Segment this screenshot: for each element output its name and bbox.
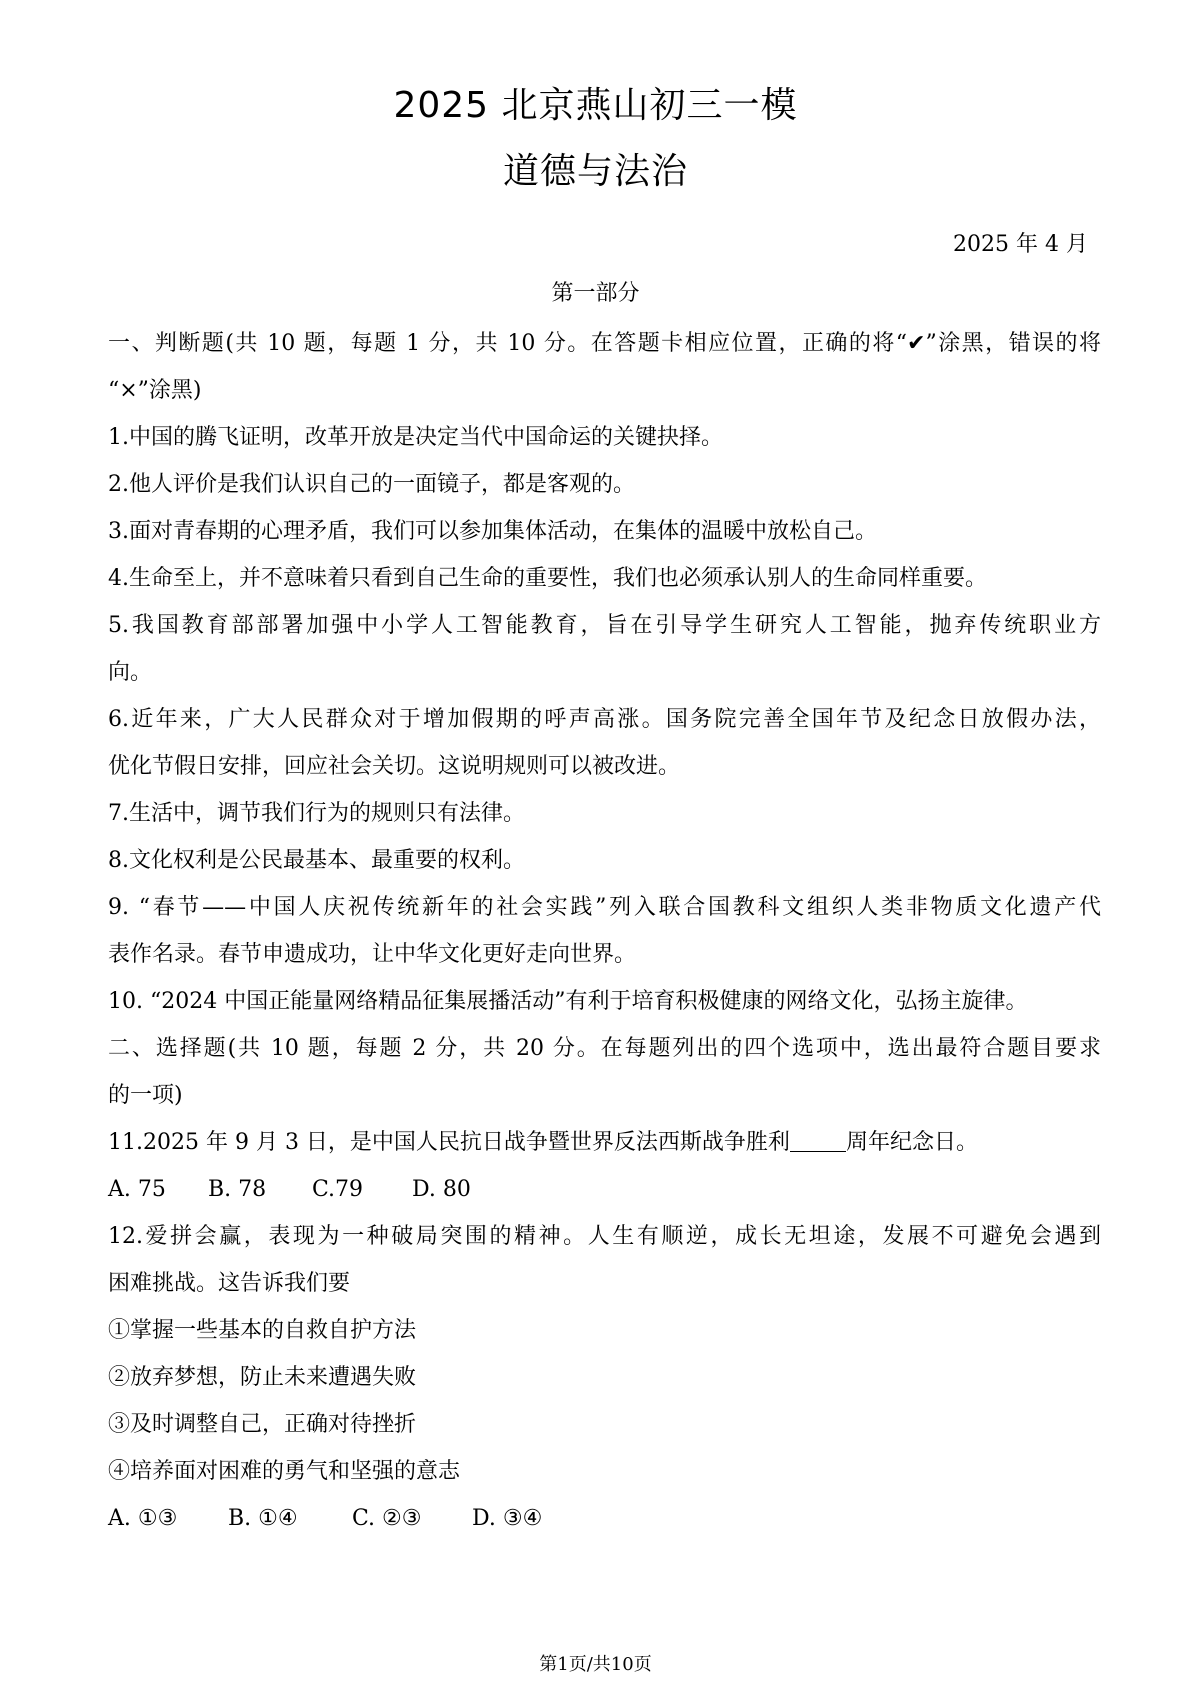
question-11 <box>108 1119 1101 1166</box>
question-6: 6.近年来，广大人民群众对于增加假期的呼声高涨。国务院完善全国年节及纪念日放假办法， <box>108 707 1101 732</box>
exam-title: 2025 北京燕山初三一模 <box>393 85 798 126</box>
question-12-item: ①掌握一些基本的自救自护方法 <box>108 1318 417 1343</box>
question-3: 3.面对青春期的心理矛盾，我们可以参加集体活动，在集体的温暖中放松自己。 <box>108 519 877 544</box>
option-d: D. ③④ <box>472 1506 543 1531</box>
option-a: A. ①③ <box>108 1506 178 1531</box>
question-12-item: ③及时调整自己，正确对待挫折 <box>108 1412 417 1437</box>
section2-heading-cont: 的一项) <box>108 1083 183 1108</box>
question-2: 2.他人评价是我们认识自己的一面镜子，都是客观的。 <box>108 472 635 497</box>
option-a: A. 75 <box>108 1177 166 1202</box>
option-c: C.79 <box>312 1177 364 1202</box>
question-11-stem: 11.2025 年 9 月 3 日，是中国人民抗日战争暨世界反法西斯战争胜利 <box>108 1130 790 1155</box>
option-d: D. 80 <box>412 1177 471 1202</box>
page-number: 第1页/共10页 <box>539 1654 652 1675</box>
question-7: 7.生活中，调节我们行为的规则只有法律。 <box>108 801 525 826</box>
question-10: 10. “2024 中国正能量网络精品征集展播活动”有利于培育积极健康的网络文化，弘扬主旋律。 <box>108 989 1028 1014</box>
exam-date: 2025 年 4 月 <box>953 232 1088 257</box>
part-heading: 第一部分 <box>551 281 640 306</box>
question-12-options <box>108 1495 1101 1542</box>
answer-blank <box>790 1129 846 1152</box>
question-9: 9. “春节——中国人庆祝传统新年的社会实践”列入联合国教科文组织人类非物质文化遗产代 <box>108 895 1101 920</box>
question-12: 12.爱拼会赢，表现为一种破局突围的精神。人生有顺逆，成长无坦途，发展不可避免会遇到 <box>108 1224 1101 1249</box>
question-9-cont: 表作名录。春节申遗成功，让中华文化更好走向世界。 <box>108 942 637 967</box>
section2-heading: 二、选择题(共 10 题，每题 2 分，共 20 分。在每题列出的四个选项中，选出最符合题目要求 <box>108 1036 1101 1061</box>
section1-heading-cont: “×”涂黑) <box>108 378 202 403</box>
option-b: B. 78 <box>208 1177 267 1202</box>
subject-title: 道德与法治 <box>502 151 688 192</box>
question-8: 8.文化权利是公民最基本、最重要的权利。 <box>108 848 525 873</box>
question-6-cont: 优化节假日安排，回应社会关切。这说明规则可以被改进。 <box>108 754 681 779</box>
question-1: 1.中国的腾飞证明，改革开放是决定当代中国命运的关键抉择。 <box>108 425 723 450</box>
exam-content <box>108 320 1101 1542</box>
question-11-stem-end: 周年纪念日。 <box>845 1130 978 1155</box>
option-c: C. ②③ <box>352 1506 422 1531</box>
question-4: 4.生命至上，并不意味着只看到自己生命的重要性，我们也必须承认别人的生命同样重要。 <box>108 566 987 591</box>
question-12-cont: 困难挑战。这告诉我们要 <box>108 1271 351 1296</box>
question-11-options <box>108 1166 1101 1213</box>
question-5: 5.我国教育部部署加强中小学人工智能教育，旨在引导学生研究人工智能，抛弃传统职业方 <box>108 613 1101 638</box>
question-5-cont: 向。 <box>108 660 153 685</box>
question-12-item: ②放弃梦想，防止未来遭遇失败 <box>108 1365 417 1390</box>
section1-heading: 一、判断题(共 10 题，每题 1 分，共 10 分。在答题卡相应位置，正确的将“✔”涂黑，错误的将 <box>108 331 1101 356</box>
question-12-item: ④培养面对困难的勇气和坚强的意志 <box>108 1459 461 1484</box>
option-b: B. ①④ <box>228 1506 298 1531</box>
